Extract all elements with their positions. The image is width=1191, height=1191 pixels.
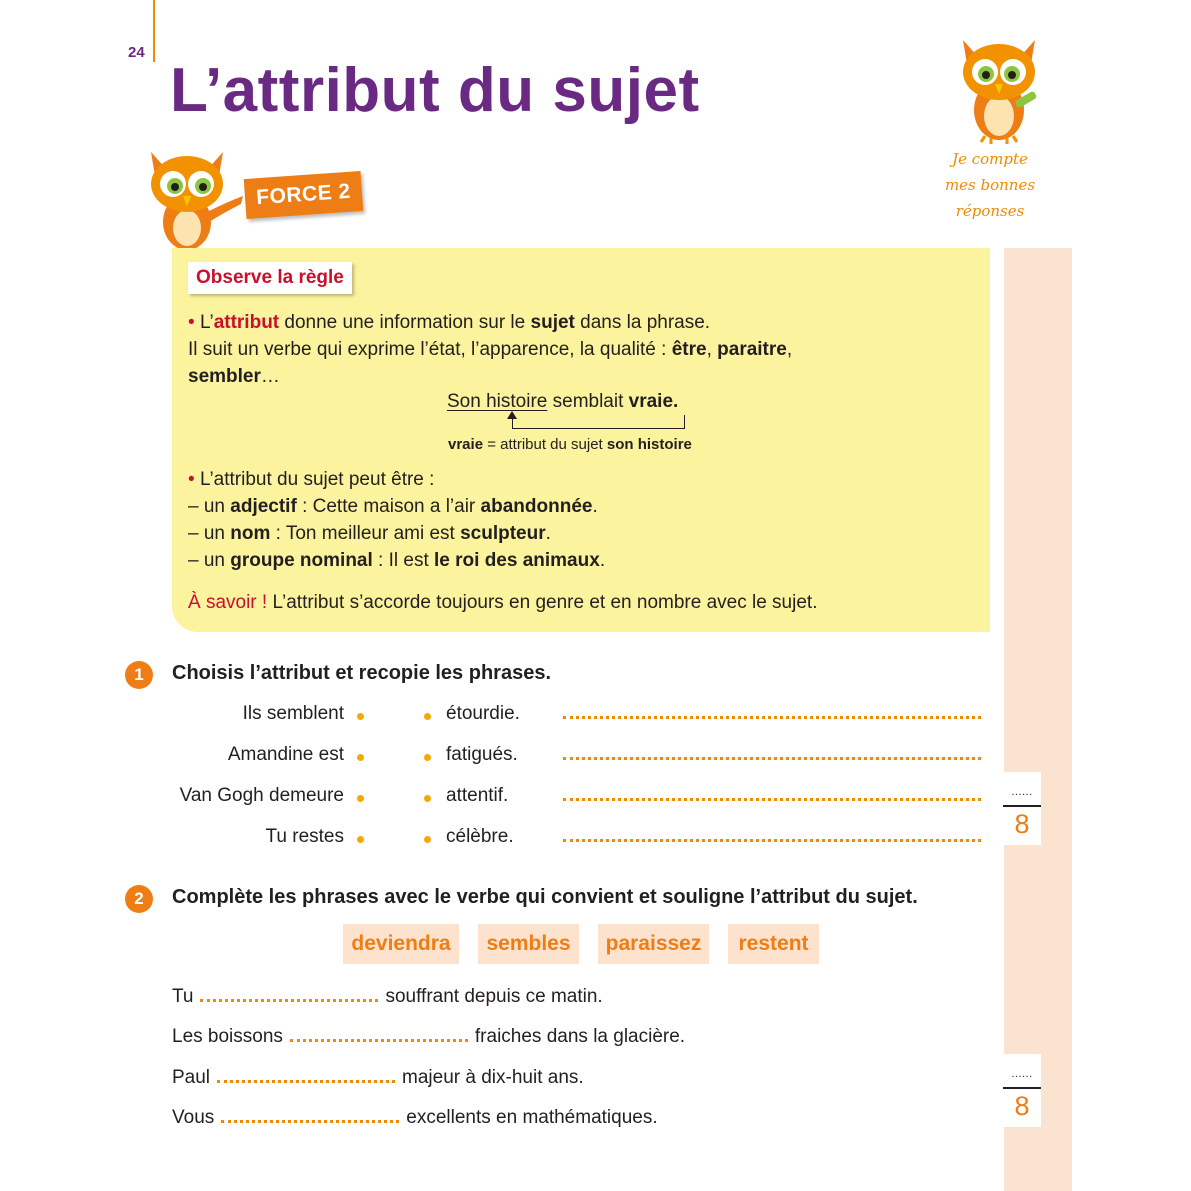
match-dot-right[interactable]: [424, 754, 431, 761]
sentence-end: fraiches dans la glacière.: [474, 1026, 686, 1047]
rule-text: .: [592, 496, 598, 517]
rule-text: : Cette maison a l’air: [296, 496, 481, 517]
exercise-number: 2: [125, 885, 153, 913]
score-column: [1004, 248, 1072, 1191]
caption-attr: vraie: [448, 436, 484, 453]
blank-field[interactable]: [221, 1113, 399, 1123]
score-box[interactable]: [1003, 1054, 1041, 1127]
answer-line[interactable]: [563, 838, 981, 842]
example-word: abandonnée: [480, 496, 593, 517]
page-title: L’attribut du sujet: [170, 56, 700, 125]
owl-icon: [955, 38, 1043, 149]
keyword-attribut: attribut: [213, 312, 280, 333]
answer-line[interactable]: [563, 715, 981, 719]
score-blank: ......: [1011, 1068, 1033, 1080]
score-box[interactable]: [1003, 772, 1041, 845]
match-left-item: Ils semblent: [242, 703, 344, 724]
rule-text: donne une information sur le: [279, 312, 531, 333]
rule-text: L’attribut du sujet peut être :: [199, 469, 435, 490]
verb-choice: sembles: [478, 924, 579, 964]
rule-line: [188, 363, 280, 390]
fraction-bar: [1003, 805, 1041, 807]
header-rule: [153, 0, 155, 62]
arrow-up-icon: [507, 411, 517, 419]
match-left-item: Tu restes: [265, 826, 344, 847]
rule-text: : Il est: [372, 550, 435, 571]
rule-line: [188, 336, 792, 363]
example-word: sculpteur: [460, 523, 546, 544]
verb-choice: paraissez: [598, 924, 709, 964]
score-total: 8: [1014, 809, 1030, 839]
bullet-icon: •: [188, 312, 195, 333]
caption-subject: son histoire: [606, 436, 692, 453]
rule-text: dans la phrase.: [574, 312, 711, 333]
sentence-end: excellents en mathématiques.: [406, 1107, 658, 1128]
example-word: le roi des animaux: [434, 550, 600, 571]
rule-text: – un: [188, 550, 231, 571]
match-dot-right[interactable]: [424, 836, 431, 843]
score-note-line: mes bonnes: [944, 176, 1036, 194]
blank-field[interactable]: [217, 1073, 395, 1083]
match-left-item: Amandine est: [227, 744, 344, 765]
match-right-item: étourdie.: [446, 703, 520, 724]
sentence-end: souffrant depuis ce matin.: [385, 986, 603, 1007]
score-total: 8: [1014, 1091, 1030, 1121]
owl-pointing-icon: [145, 150, 245, 261]
rule-line: [188, 309, 710, 336]
rule-tag: Observe la règle: [188, 262, 352, 294]
sentence-end: majeur à dix-huit ans.: [402, 1067, 584, 1088]
fill-sentence: [172, 1107, 658, 1129]
caption-text: = attribut du sujet: [483, 436, 607, 453]
keyword-sujet: sujet: [530, 312, 575, 333]
match-right-item: célèbre.: [446, 826, 514, 847]
keyword-etre: être: [671, 339, 707, 360]
exercise-instruction: Complète les phrases avec le verbe qui convient et souligne l’attribut du sujet.: [172, 886, 918, 908]
savoir-text: L’attribut s’accorde toujours en genre et en nombre avec le sujet.: [267, 592, 818, 613]
match-dot-right[interactable]: [424, 795, 431, 802]
rule-text: …: [260, 366, 280, 387]
sentence-start: Vous: [172, 1107, 215, 1128]
example-link-bracket: [512, 415, 685, 429]
verb-choice: deviendra: [343, 924, 459, 964]
rule-line: [188, 493, 598, 520]
rule-line: [188, 520, 551, 547]
fraction-bar: [1003, 1087, 1041, 1089]
example-attribute: vraie.: [628, 391, 679, 412]
answer-line[interactable]: [563, 756, 981, 760]
match-dot-left[interactable]: [357, 795, 364, 802]
example-subject: Son histoire: [447, 391, 548, 412]
savoir-label: À savoir !: [188, 592, 268, 613]
bullet-icon: •: [188, 469, 195, 490]
score-note-line: Je compte: [952, 150, 1028, 168]
sentence-start: Les boissons: [172, 1026, 283, 1047]
score-note: [930, 146, 1050, 224]
keyword-groupe-nominal: groupe nominal: [230, 550, 373, 571]
match-dot-right[interactable]: [424, 713, 431, 720]
match-left-item: Van Gogh demeure: [179, 785, 344, 806]
rule-text: – un: [188, 496, 231, 517]
rule-line: [188, 547, 605, 574]
page-number: 24: [128, 44, 145, 61]
rule-text: – un: [188, 523, 231, 544]
blank-field[interactable]: [200, 992, 378, 1002]
exercise-number: 1: [125, 661, 153, 689]
rule-text: L’: [199, 312, 214, 333]
fill-sentence: [172, 1026, 685, 1048]
match-dot-left[interactable]: [357, 754, 364, 761]
rule-text: : Ton meilleur ami est: [270, 523, 461, 544]
example-caption: [448, 436, 692, 453]
rule-text: ,: [706, 339, 718, 360]
fill-sentence: [172, 986, 603, 1008]
level-badge: FORCE 2: [244, 171, 364, 219]
keyword-paraitre: paraitre: [717, 339, 787, 360]
keyword-adjectif: adjectif: [230, 496, 297, 517]
score-note-line: réponses: [955, 202, 1025, 220]
match-right-item: fatigués.: [446, 744, 518, 765]
blank-field[interactable]: [290, 1032, 468, 1042]
keyword-sembler: sembler: [188, 366, 261, 387]
match-dot-left[interactable]: [357, 836, 364, 843]
example-verb: semblait: [547, 391, 629, 412]
verb-choice: restent: [728, 924, 819, 964]
exercise-instruction: Choisis l’attribut et recopie les phrases.: [172, 662, 552, 684]
rule-text: .: [545, 523, 551, 544]
rule-text: ,: [786, 339, 793, 360]
score-blank: ......: [1011, 786, 1033, 798]
sentence-start: Tu: [172, 986, 194, 1007]
answer-line[interactable]: [563, 797, 981, 801]
rule-line: [188, 466, 434, 493]
rule-text: .: [599, 550, 606, 571]
match-dot-left[interactable]: [357, 713, 364, 720]
match-right-item: attentif.: [446, 785, 509, 806]
fill-sentence: [172, 1067, 584, 1089]
savoir-line: [188, 589, 817, 616]
sentence-start: Paul: [172, 1067, 211, 1088]
keyword-nom: nom: [230, 523, 271, 544]
example-sentence: [447, 391, 678, 413]
rule-text: Il suit un verbe qui exprime l’état, l’apparence, la qualité :: [188, 339, 672, 360]
